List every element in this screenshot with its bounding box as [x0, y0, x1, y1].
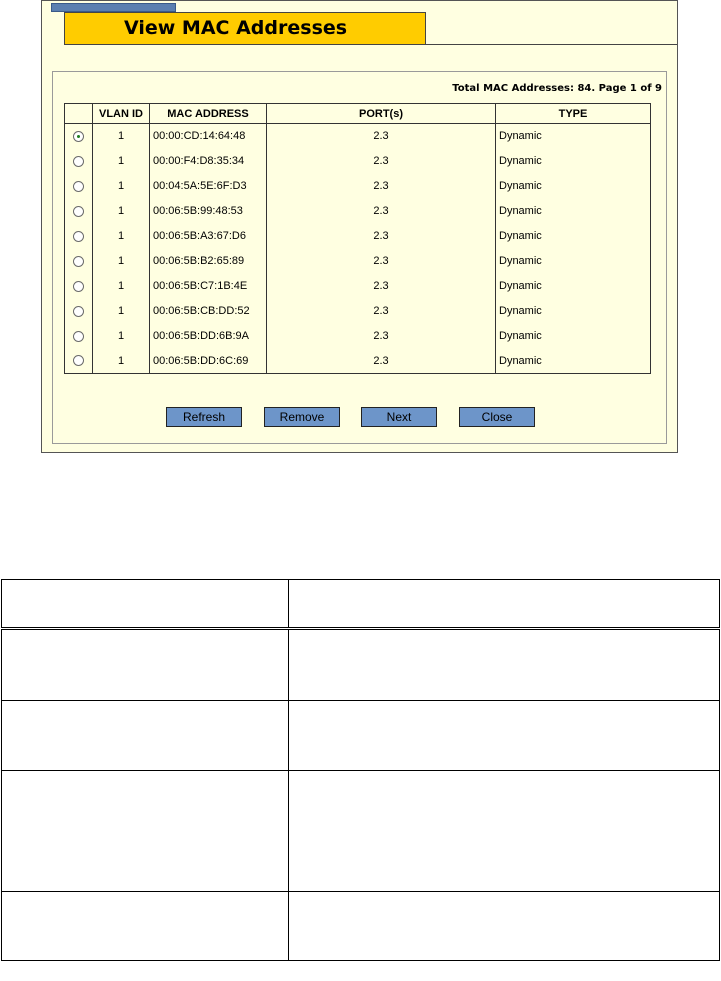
row-select-radio[interactable]	[73, 231, 84, 242]
mac-address-cell: 00:06:5B:A3:67:D6	[150, 224, 267, 249]
column-header-mac-address: MAC ADDRESS	[150, 104, 267, 124]
view-mac-addresses-panel	[41, 0, 678, 453]
row-select-cell	[65, 199, 93, 224]
mac-address-cell: 00:06:5B:DD:6B:9A	[150, 324, 267, 349]
mac-address-cell: 00:06:5B:C7:1B:4E	[150, 274, 267, 299]
row-select-radio[interactable]	[73, 306, 84, 317]
port-cell: 2.3	[267, 249, 496, 274]
table-row[interactable]	[65, 249, 651, 274]
description-cell	[289, 771, 720, 892]
description-row	[2, 701, 720, 771]
mac-address-cell: 00:04:5A:5E:6F:D3	[150, 174, 267, 199]
mac-table-container	[52, 71, 667, 444]
mac-address-cell: 00:06:5B:B2:65:89	[150, 249, 267, 274]
port-cell: 2.3	[267, 299, 496, 324]
close-button[interactable]: Close	[459, 407, 535, 427]
description-cell	[289, 892, 720, 961]
row-select-radio[interactable]	[73, 355, 84, 366]
table-row[interactable]	[65, 199, 651, 224]
row-select-cell	[65, 224, 93, 249]
description-header-cell	[289, 580, 720, 629]
port-cell: 2.3	[267, 324, 496, 349]
type-cell: Dynamic	[496, 174, 651, 199]
row-select-radio[interactable]	[73, 156, 84, 167]
row-select-cell	[65, 174, 93, 199]
description-row	[2, 892, 720, 961]
row-select-cell	[65, 124, 93, 149]
row-select-radio[interactable]	[73, 181, 84, 192]
vlan-id-cell: 1	[93, 299, 150, 324]
table-header-row	[65, 104, 651, 124]
row-select-cell	[65, 299, 93, 324]
remove-button[interactable]: Remove	[264, 407, 340, 427]
column-header-ports: PORT(s)	[267, 104, 496, 124]
type-cell: Dynamic	[496, 349, 651, 374]
vlan-id-cell: 1	[93, 174, 150, 199]
port-cell: 2.3	[267, 174, 496, 199]
description-row	[2, 771, 720, 892]
vlan-id-cell: 1	[93, 274, 150, 299]
table-row[interactable]	[65, 349, 651, 374]
type-cell: Dynamic	[496, 324, 651, 349]
mac-address-cell: 00:06:5B:DD:6C:69	[150, 349, 267, 374]
column-header-type: TYPE	[496, 104, 651, 124]
total-mac-summary: Total MAC Addresses: 84. Page 1 of 9	[452, 83, 662, 94]
button-bar	[166, 407, 566, 427]
mac-address-cell: 00:00:CD:14:64:48	[150, 124, 267, 149]
type-cell: Dynamic	[496, 249, 651, 274]
description-cell	[289, 701, 720, 771]
type-cell: Dynamic	[496, 199, 651, 224]
page-title: View MAC Addresses	[64, 12, 426, 45]
mac-address-cell: 00:06:5B:99:48:53	[150, 199, 267, 224]
vlan-id-cell: 1	[93, 249, 150, 274]
table-row[interactable]	[65, 299, 651, 324]
port-cell: 2.3	[267, 224, 496, 249]
description-cell	[2, 771, 289, 892]
mac-address-table	[64, 103, 651, 374]
row-select-cell	[65, 149, 93, 174]
port-cell: 2.3	[267, 149, 496, 174]
title-tab	[51, 3, 176, 12]
description-cell	[2, 701, 289, 771]
table-row[interactable]	[65, 149, 651, 174]
row-select-cell	[65, 274, 93, 299]
description-cell	[2, 629, 289, 701]
table-row[interactable]	[65, 324, 651, 349]
port-cell: 2.3	[267, 199, 496, 224]
vlan-id-cell: 1	[93, 199, 150, 224]
row-select-cell	[65, 324, 93, 349]
port-cell: 2.3	[267, 349, 496, 374]
type-cell: Dynamic	[496, 274, 651, 299]
row-select-radio[interactable]	[73, 131, 84, 142]
next-button[interactable]: Next	[361, 407, 437, 427]
description-cell	[289, 629, 720, 701]
mac-address-cell: 00:06:5B:CB:DD:52	[150, 299, 267, 324]
refresh-button[interactable]: Refresh	[166, 407, 242, 427]
row-select-radio[interactable]	[73, 206, 84, 217]
table-row[interactable]	[65, 274, 651, 299]
vlan-id-cell: 1	[93, 124, 150, 149]
vlan-id-cell: 1	[93, 224, 150, 249]
port-cell: 2.3	[267, 274, 496, 299]
table-row[interactable]	[65, 224, 651, 249]
description-header-cell	[2, 580, 289, 629]
description-header-row	[2, 580, 720, 629]
row-select-cell	[65, 349, 93, 374]
row-select-radio[interactable]	[73, 256, 84, 267]
mac-address-cell: 00:00:F4:D8:35:34	[150, 149, 267, 174]
port-cell: 2.3	[267, 124, 496, 149]
column-header-vlan-id: VLAN ID	[93, 104, 150, 124]
type-cell: Dynamic	[496, 299, 651, 324]
vlan-id-cell: 1	[93, 349, 150, 374]
row-select-radio[interactable]	[73, 281, 84, 292]
type-cell: Dynamic	[496, 224, 651, 249]
vlan-id-cell: 1	[93, 324, 150, 349]
description-cell	[2, 892, 289, 961]
row-select-cell	[65, 249, 93, 274]
type-cell: Dynamic	[496, 124, 651, 149]
table-row[interactable]	[65, 174, 651, 199]
column-header-select	[65, 104, 93, 124]
vlan-id-cell: 1	[93, 149, 150, 174]
title-underline	[426, 44, 677, 45]
type-cell: Dynamic	[496, 149, 651, 174]
description-row	[2, 629, 720, 701]
description-table	[1, 579, 720, 961]
table-row[interactable]	[65, 124, 651, 149]
row-select-radio[interactable]	[73, 331, 84, 342]
